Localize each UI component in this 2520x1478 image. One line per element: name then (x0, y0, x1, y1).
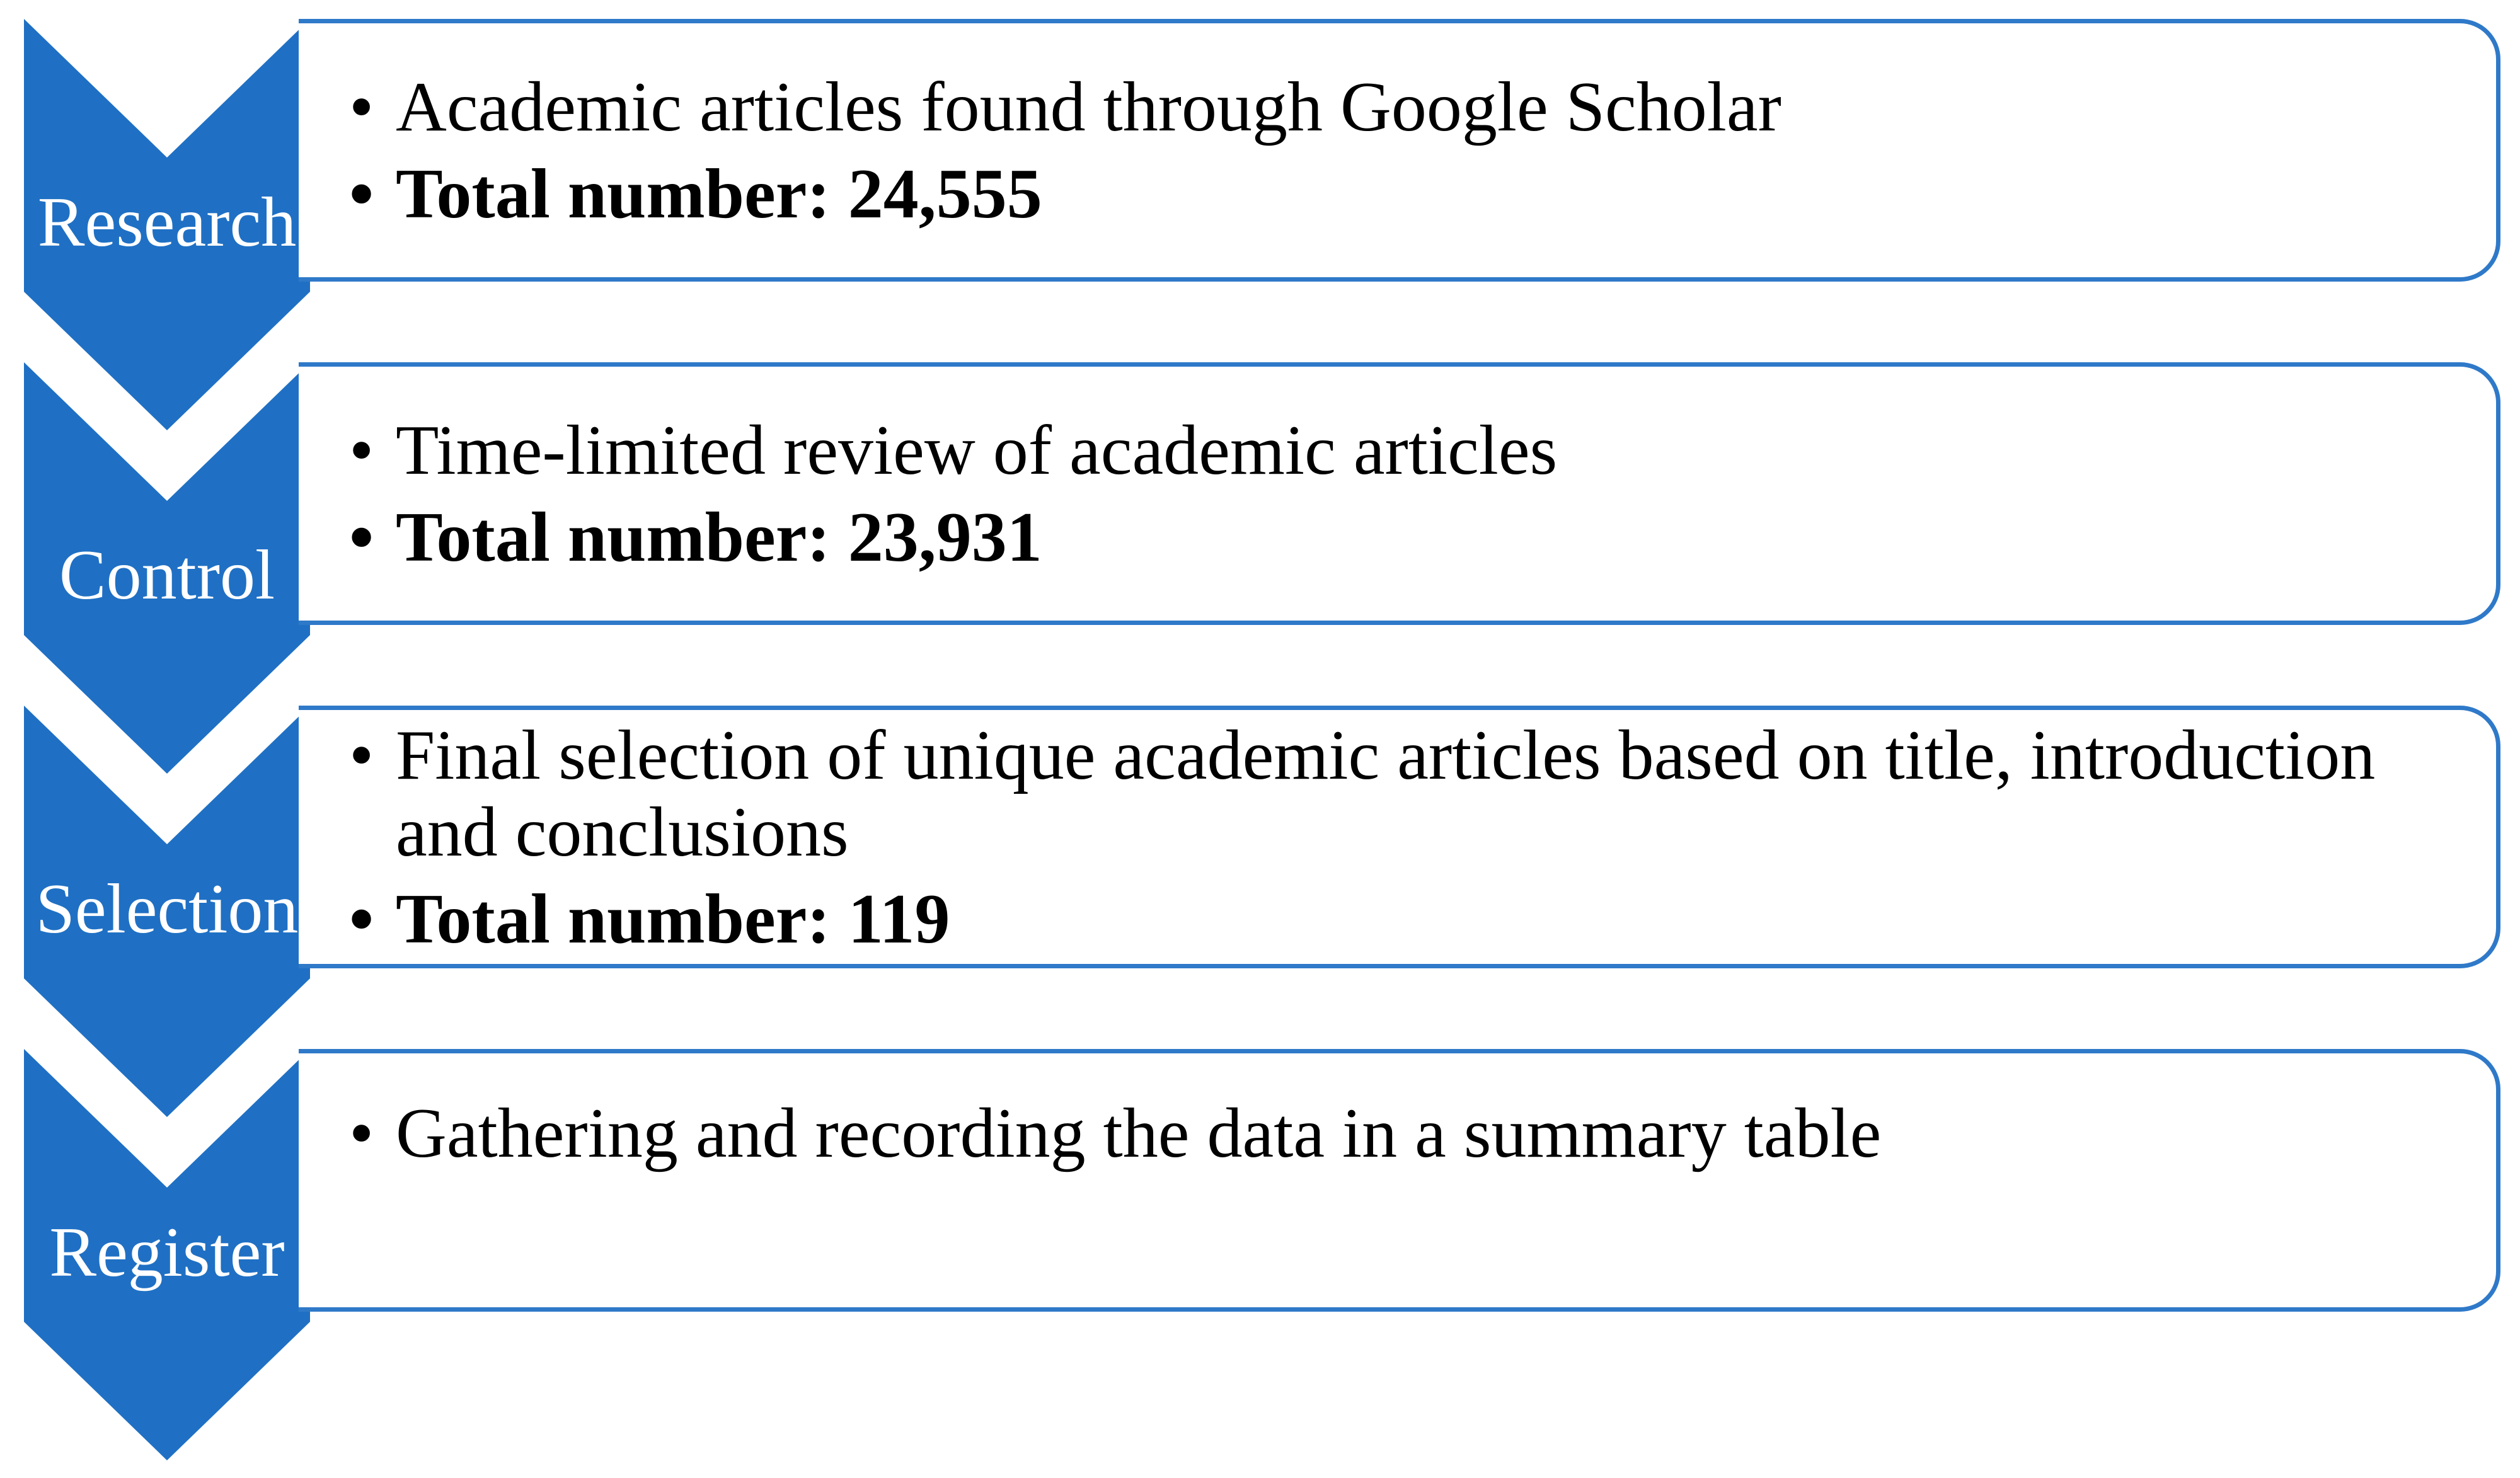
step-box-register (299, 1049, 2500, 1312)
stage-label-selection: Selection (35, 870, 299, 948)
total-number: • Total number: 24,555 (349, 156, 2471, 232)
total-number: • Total number: 23,931 (349, 499, 2471, 576)
total-number: • Total number: 119 (349, 881, 2471, 958)
bullet-item: • Gathering and recording the data in a summary table (349, 1095, 2471, 1172)
step-box-selection (299, 706, 2500, 968)
stage-label-research: Research (37, 183, 297, 261)
step-box-control (299, 362, 2500, 625)
bullet-item: • Academic articles found through Google Scholar (349, 69, 2471, 146)
stage-label-register: Register (49, 1213, 285, 1292)
step-box-research (299, 19, 2500, 282)
stage-label-control: Control (59, 536, 275, 614)
bullet-item: • Final selection of unique academic articles based on title, introduction and conclusions (349, 717, 2471, 871)
bullet-item: • Time-limited review of academic articles (349, 412, 2471, 489)
